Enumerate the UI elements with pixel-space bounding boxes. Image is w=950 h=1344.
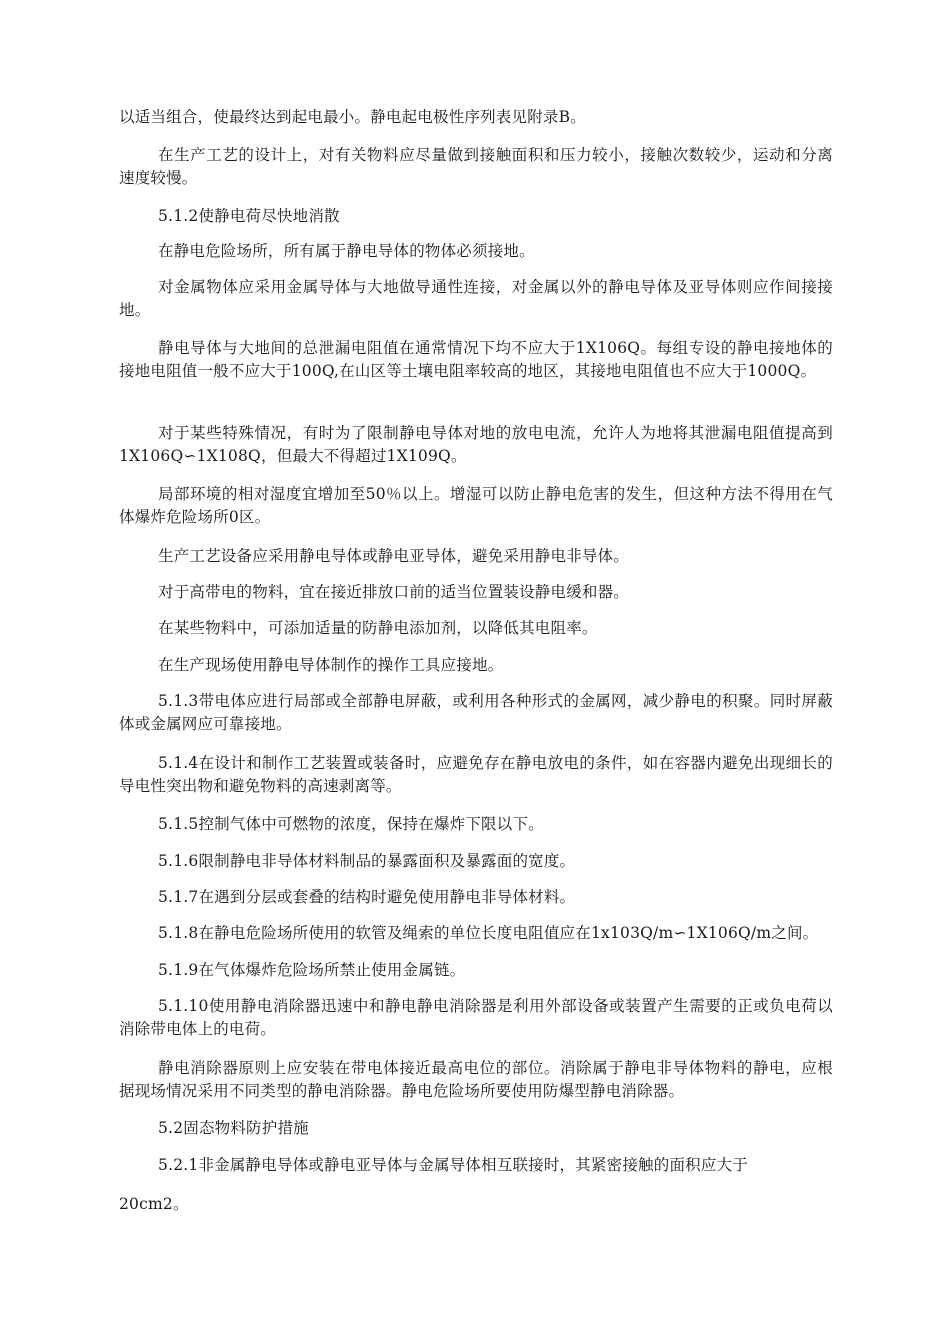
paragraph-static-relaxer: 对于高带电的物料，宜在接近排放口前的适当位置装设静电缓和器。 [158,583,630,601]
paragraph-antistatic-additive: 在某些物料中，可添加适量的防静电添加剂，以降低其电阻率。 [158,619,598,637]
section-heading-5-1-2: 5.1.2使静电荷尽快地消散 [158,207,340,225]
paragraph-eliminator-installation: 静电消除器原则上应安装在带电体接近最高电位的部位。消除属于静电非导体物料的静电，应根据现场情况采用不同类型的静电消除器。静电危险场所要使用防爆型静电消除器。 [119,1059,833,1100]
section-5-1-6-exposure: 5.1.6限制静电非导体材料制品的暴露面积及暴露面的宽度。 [158,852,576,870]
paragraph-humidity: 局部环境的相对湿度宜增加至50％以上。增湿可以防止静电危害的发生，但这种方法不得用在气体爆炸危险场所0区。 [119,485,833,526]
section-5-1-4-design: 5.1.4在设计和制作工艺装置或装备时，应避免存在静电放电的条件，如在容器内避免出现细长的导电性突出物和避免物料的高速剥离等。 [119,754,833,795]
section-5-1-7-layered: 5.1.7在遇到分层或套叠的结构时避免使用静电非导体材料。 [158,888,576,906]
section-5-1-9-chains: 5.1.9在气体爆炸危险场所禁止使用金属链。 [158,961,466,979]
paragraph-grounding-required: 在静电危险场所，所有属于静电导体的物体必须接地。 [158,242,535,260]
paragraph-process-design: 在生产工艺的设计上，对有关物料应尽量做到接触面积和压力较小，接触次数较少，运动和分离速度较慢。 [119,146,833,187]
section-heading-5-2: 5.2固态物料防护措施 [158,1119,309,1137]
paragraph-special-cases: 对于某些特殊情况，有时为了限制静电导体对地的放电电流，允许人为地将其泄漏电阻值提高到1X106Q∽1X108Q，但最大不得超过1X109Q。 [119,424,833,465]
section-5-1-3-shielding: 5.1.3带电体应进行局部或全部静电屏蔽，或利用各种形式的金属网，减少静电的积聚。同时屏蔽体或金属网应可靠接地。 [119,692,833,733]
paragraph-area-value: 20cm2。 [119,1195,189,1213]
section-5-2-1-connection: 5.2.1非金属静电导体或静电亚导体与金属导体相互联接时，其紧密接触的面积应大于 [158,1156,748,1174]
section-5-1-5-concentration: 5.1.5控制气体中可燃物的浓度，保持在爆炸下限以下。 [158,815,544,833]
section-5-1-10-eliminator: 5.1.10使用静电消除器迅速中和静电静电消除器是利用外部设备或装置产生需要的正或负电荷以消除带电体上的电荷。 [119,997,833,1038]
paragraph-metal-connection: 对金属物体应采用金属导体与大地做导通性连接，对金属以外的静电导体及亚导体则应作间接接地。 [119,278,833,319]
paragraph-leakage-resistance: 静电导体与大地间的总泄漏电阻值在通常情况下均不应大于1X106Q。每组专设的静电接地体的接地电阻值一般不应大于100Q,在山区等土壤电阻率较高的地区，其接地电阻值也不应大于1000Q。 [119,339,833,380]
paragraph-equipment-materials: 生产工艺设备应采用静电导体或静电亚导体，避免采用静电非导体。 [158,547,630,565]
paragraph-tools-grounding: 在生产现场使用静电导体制作的操作工具应接地。 [158,656,504,674]
paragraph-continuation: 以适当组合，使最终达到起电最小。静电起电极性序列表见附录B。 [119,108,586,126]
section-5-1-8-hoses: 5.1.8在静电危险场所使用的软管及绳索的单位长度电阻值应在1x103Q/m∽1X106Q/m之间。 [158,924,819,942]
